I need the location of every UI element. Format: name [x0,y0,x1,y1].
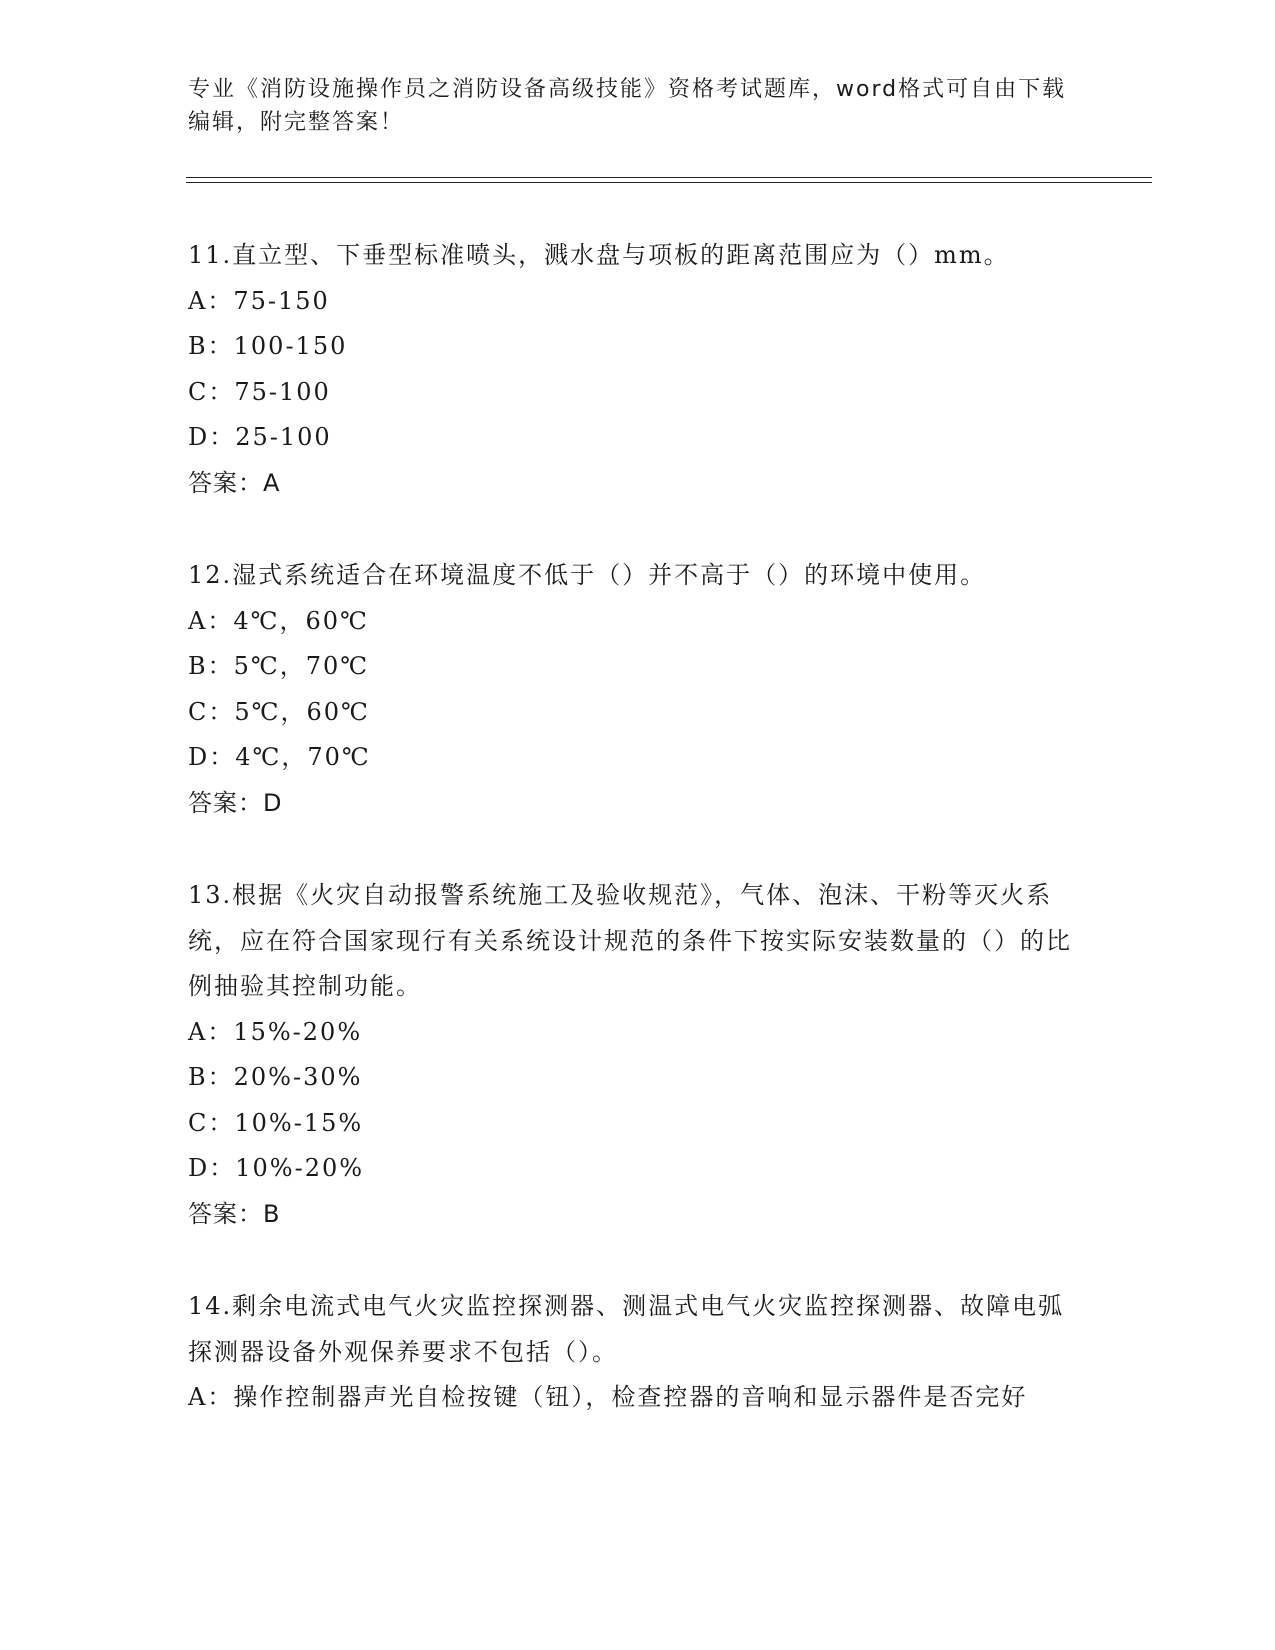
option-c: C：75-100 [188,377,331,406]
option-d: D：10%-20% [188,1154,365,1182]
question-11 [188,233,1088,506]
option-c: C：5℃，60℃ [188,697,370,726]
option-b: B：20%-30% [188,1063,363,1091]
question-stem: 14.剩余电流式电气火灾监控探测器、测温式电气火灾监控探测器、故障电弧探测器设备外观保养要求不包括（）。 [188,1292,1065,1366]
answer: 答案：D [188,788,283,817]
option-a: A：75-150 [188,286,330,315]
option-a: A：操作控制器声光自检按键（钮），检查控器的音响和显示器件是否完好 [188,1383,1028,1411]
answer: 答案：A [188,468,281,497]
answer: 答案：B [188,1199,281,1228]
option-d: D：25-100 [188,423,332,451]
option-b: B：5℃，70℃ [188,652,370,680]
question-13 [188,873,1088,1237]
option-d: D：4℃，70℃ [188,743,371,771]
question-stem: 12.湿式系统适合在环境温度不低于（）并不高于（）的环境中使用。 [188,561,987,589]
option-c: C：10%-15% [188,1108,364,1137]
option-a: A：4℃，60℃ [188,606,369,635]
option-b: B：100-150 [188,332,348,360]
question-stem: 13.根据《火灾自动报警系统施工及验收规范》，气体、泡沫、干粉等灭火系统，应在符合国家现行有关系统设计规范的条件下按实际安装数量的（）的比例抽验其控制功能。 [188,881,1072,1000]
header-divider-top [186,177,1152,178]
question-stem: 11.直立型、下垂型标准喷头，溅水盘与项板的距离范围应为（）mm。 [188,241,1010,269]
question-12 [188,553,1088,826]
question-14 [188,1284,1088,1421]
question-list [188,233,1088,1468]
document-header: 专业《消防设施操作员之消防设备高级技能》资格考试题库，word格式可自由下载编辑，附完整答案！ [188,77,1067,135]
option-a: A：15%-20% [188,1017,363,1046]
header-divider-bottom [186,182,1152,183]
